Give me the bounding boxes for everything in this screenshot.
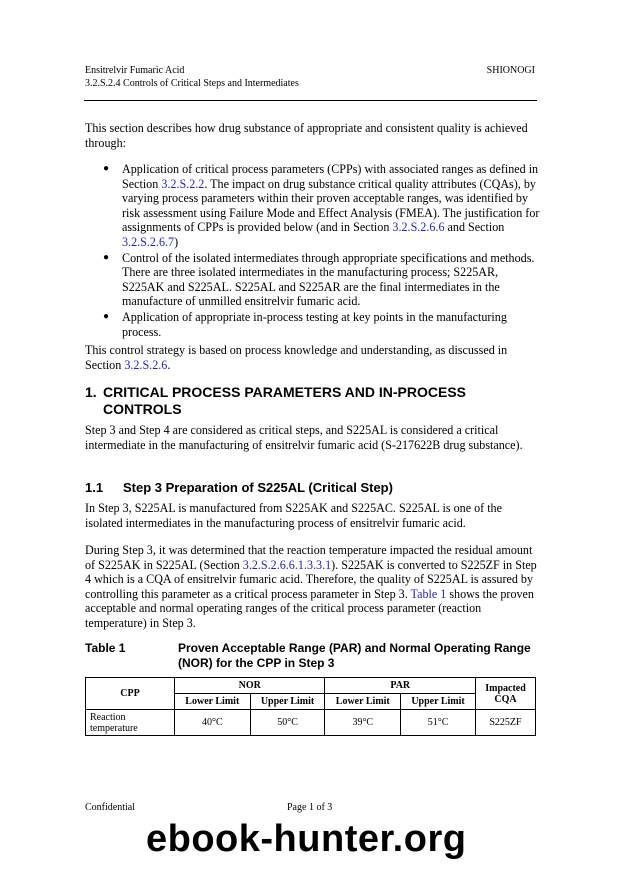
table-header-row — [86, 678, 536, 694]
cell-par-lower: 39°C — [325, 710, 401, 736]
footer-page-number: Page 1 of 3 — [287, 802, 333, 813]
subsection-paragraph: During Step 3, it was determined that the reaction temperature impacted the residual amount of S225AK in S225AL (Section 3.2.S.2.6.6.1.3.3.1). S225AK is converted to S225ZF in Step 4 which is a CQA of ensitrelvir fumaric acid. Therefore, the quality of S225AL is assured by controlling this parameter as a critical process parameter in Step 3. Table 1 shows the proven acceptable and normal operating ranges of the critical process parameter (reaction temperature) in Step 3. — [85, 543, 537, 630]
section-paragraph: Step 3 and Step 4 are considered as critical steps, and S225AL is considered a critical intermediate in the manufacturing of ensitrelvir fumaric acid (S-217622B drug substance). — [85, 423, 523, 452]
list-item: ● Control of the isolated intermediates through appropriate specifications and methods. There are three isolated intermediates in the manufacturing process; S225AR, S225AK and S225AL. S225AL and S225AR are the final intermediates in the manufacture of unmilled ensitrelvir fumaric acid. — [103, 250, 535, 308]
bullet-icon: ● — [103, 251, 110, 263]
watermark-text: ebook-hunter.org — [146, 818, 467, 860]
table-caption: Table 1 Proven Acceptable Range (PAR) and Normal Operating Range (NOR) for the CPP in Step 3 — [85, 641, 531, 670]
intro-paragraph: This section describes how drug substance of appropriate and consistent quality is achieved through: — [85, 121, 528, 150]
cell-cpp: Reaction temperature — [86, 710, 175, 736]
column-header-impacted-cqa: Impacted CQA — [476, 678, 536, 710]
column-header-nor-lower: Lower Limit — [175, 694, 251, 710]
subsection-heading: 1.1 Step 3 Preparation of S225AL (Critical Step) — [85, 480, 393, 495]
cell-nor-lower: 40°C — [175, 710, 251, 736]
header-product: Ensitrelvir Fumaric Acid — [85, 65, 185, 76]
bullet-icon: ● — [103, 311, 110, 322]
list-item: ● Application of appropriate in-process testing at key points in the manufacturing process. — [103, 310, 507, 339]
header-divider — [84, 100, 537, 101]
cell-impacted-cqa: S225ZF — [476, 710, 536, 736]
section-link[interactable]: 3.2.S.2.6 — [124, 357, 168, 372]
running-header — [85, 64, 299, 90]
section-link[interactable]: 3.2.S.2.6.7 — [122, 234, 175, 249]
footer-confidential: Confidential — [85, 802, 135, 813]
header-section: 3.2.S.2.4 Controls of Critical Steps and Intermediates — [85, 78, 299, 89]
column-header-par: PAR — [325, 678, 476, 694]
column-header-cpp: CPP — [86, 678, 175, 710]
cpp-range-table — [85, 677, 536, 736]
cell-nor-upper: 50°C — [250, 710, 325, 736]
header-company: SHIONOGI — [486, 65, 535, 76]
section-link[interactable]: 3.2.S.2.6.6.1.3.3.1 — [242, 557, 332, 572]
section-link[interactable]: 3.2.S.2.6.6 — [392, 220, 445, 234]
column-header-par-lower: Lower Limit — [325, 694, 401, 710]
table-link[interactable]: Table 1 — [410, 586, 447, 601]
subsection-paragraph: In Step 3, S225AL is manufactured from S225AK and S225AC. S225AL is one of the isolated intermediates in the manufacturing process of ensitrelvir fumaric acid. — [85, 501, 502, 530]
column-header-nor-upper: Upper Limit — [250, 694, 325, 710]
cell-par-upper: 51°C — [401, 710, 476, 736]
strategy-paragraph: This control strategy is based on process knowledge and understanding, as discussed in Section 3.2.S.2.6. — [85, 343, 508, 372]
section-link[interactable]: 3.2.S.2.2 — [161, 176, 205, 191]
table-row — [86, 710, 536, 736]
approach-list — [85, 162, 540, 341]
bullet-icon: ● — [103, 163, 110, 174]
list-item: ● Application of critical process parameters (CPPs) with associated ranges as defined in Section 3.2.S.2.2. The impact on drug substance critical quality attributes (CQAs), by varying process parameters within their proven acceptable ranges, was identified by risk assessment using Failure Mode and Effect Analysis (FMEA). The justification for assignments of CPPs is provided below (and in Section 3.2.S.2.6.6 and Section 3.2.S.2.6.7) — [103, 162, 540, 249]
column-header-par-upper: Upper Limit — [401, 694, 476, 710]
section-heading: 1. CRITICAL PROCESS PARAMETERS AND IN-PROCESS CONTROLS — [85, 384, 466, 417]
column-header-nor: NOR — [175, 678, 325, 694]
